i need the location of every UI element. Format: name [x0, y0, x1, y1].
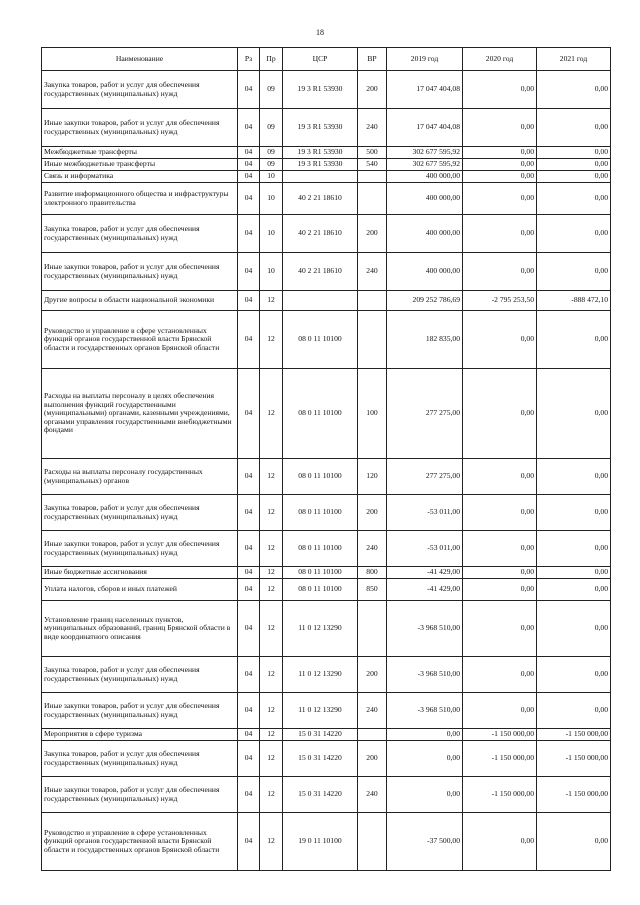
table-row — [42, 729, 611, 741]
cell-name: Руководство и управление в сфере установленных функций органов государственной власти Брянской области и государственных органов Брянской области — [42, 813, 238, 871]
cell-rz: 04 — [238, 657, 260, 693]
cell-2020: 0,00 — [463, 109, 537, 147]
cell-vr: 850 — [358, 579, 387, 601]
table-row — [42, 459, 611, 495]
cell-rz: 04 — [238, 579, 260, 601]
table-row — [42, 693, 611, 729]
cell-2020: 0,00 — [463, 369, 537, 459]
table-row — [42, 311, 611, 369]
cell-pr: 12 — [260, 693, 283, 729]
cell-pr: 12 — [260, 567, 283, 579]
cell-csr: 08 0 11 10100 — [283, 579, 358, 601]
cell-pr: 12 — [260, 729, 283, 741]
cell-vr: 200 — [358, 495, 387, 531]
table-row — [42, 253, 611, 291]
cell-2020: 0,00 — [463, 459, 537, 495]
cell-2021: -1 150 000,00 — [537, 777, 611, 813]
cell-pr: 12 — [260, 531, 283, 567]
cell-2020: 0,00 — [463, 567, 537, 579]
cell-csr: 19 3 R1 53930 — [283, 147, 358, 159]
cell-2020: 0,00 — [463, 147, 537, 159]
cell-csr: 08 0 11 10100 — [283, 369, 358, 459]
cell-name: Закупка товаров, работ и услуг для обеспечения государственных (муниципальных) нужд — [42, 657, 238, 693]
cell-name: Мероприятия в сфере туризма — [42, 729, 238, 741]
cell-vr: 240 — [358, 109, 387, 147]
table-body — [42, 71, 611, 871]
table-row — [42, 183, 611, 215]
table-row — [42, 215, 611, 253]
cell-csr — [283, 291, 358, 311]
table-row — [42, 777, 611, 813]
cell-pr: 09 — [260, 159, 283, 171]
table-row — [42, 741, 611, 777]
cell-2019: 0,00 — [387, 729, 463, 741]
table-row — [42, 291, 611, 311]
table-row — [42, 813, 611, 871]
cell-csr: 19 3 R1 53930 — [283, 159, 358, 171]
cell-2019: -41 429,00 — [387, 567, 463, 579]
cell-vr: 200 — [358, 71, 387, 109]
cell-name: Руководство и управление в сфере установленных функций органов государственной власти Брянской области и государственных органов Брянской области — [42, 311, 238, 369]
cell-name: Иные бюджетные ассигнования — [42, 567, 238, 579]
table-row — [42, 495, 611, 531]
cell-rz: 04 — [238, 171, 260, 183]
cell-rz: 04 — [238, 291, 260, 311]
table-header-row — [42, 48, 611, 71]
cell-vr: 240 — [358, 777, 387, 813]
cell-2019: 302 677 595,92 — [387, 159, 463, 171]
cell-csr: 19 0 11 10100 — [283, 813, 358, 871]
cell-vr — [358, 291, 387, 311]
cell-2019: 400 000,00 — [387, 215, 463, 253]
cell-2019: -41 429,00 — [387, 579, 463, 601]
budget-table — [41, 47, 611, 871]
cell-rz: 04 — [238, 215, 260, 253]
cell-pr: 12 — [260, 657, 283, 693]
cell-csr: 08 0 11 10100 — [283, 531, 358, 567]
cell-2019: -3 968 510,00 — [387, 693, 463, 729]
cell-rz: 04 — [238, 253, 260, 291]
table-row — [42, 531, 611, 567]
cell-2020: 0,00 — [463, 171, 537, 183]
cell-vr — [358, 601, 387, 657]
cell-csr: 19 3 R1 53930 — [283, 71, 358, 109]
cell-csr: 08 0 11 10100 — [283, 567, 358, 579]
cell-csr: 15 0 31 14220 — [283, 729, 358, 741]
cell-2020: 0,00 — [463, 601, 537, 657]
cell-pr: 10 — [260, 253, 283, 291]
cell-vr — [358, 171, 387, 183]
cell-pr: 12 — [260, 369, 283, 459]
cell-pr: 10 — [260, 171, 283, 183]
cell-pr: 12 — [260, 813, 283, 871]
cell-vr: 200 — [358, 215, 387, 253]
cell-rz: 04 — [238, 567, 260, 579]
cell-2021: 0,00 — [537, 601, 611, 657]
cell-2021: -888 472,10 — [537, 291, 611, 311]
table-row — [42, 159, 611, 171]
cell-2019: 182 835,00 — [387, 311, 463, 369]
cell-2021: 0,00 — [537, 147, 611, 159]
cell-name: Иные закупки товаров, работ и услуг для обеспечения государственных (муниципальных) нужд — [42, 777, 238, 813]
cell-vr — [358, 311, 387, 369]
cell-name: Расходы на выплаты персоналу государственных (муниципальных) органов — [42, 459, 238, 495]
col-header-2020: 2020 год — [463, 48, 537, 71]
cell-csr: 15 0 31 14220 — [283, 741, 358, 777]
cell-rz: 04 — [238, 495, 260, 531]
cell-name: Иные закупки товаров, работ и услуг для обеспечения государственных (муниципальных) нужд — [42, 109, 238, 147]
table-row — [42, 71, 611, 109]
col-header-rz: Рз — [238, 48, 260, 71]
cell-name: Межбюджетные трансферты — [42, 147, 238, 159]
cell-vr: 240 — [358, 253, 387, 291]
cell-2021: 0,00 — [537, 459, 611, 495]
cell-vr: 540 — [358, 159, 387, 171]
cell-name: Связь и информатика — [42, 171, 238, 183]
cell-2021: 0,00 — [537, 215, 611, 253]
col-header-csr: ЦСР — [283, 48, 358, 71]
cell-2020: -2 795 253,50 — [463, 291, 537, 311]
cell-rz: 04 — [238, 159, 260, 171]
col-header-2019: 2019 год — [387, 48, 463, 71]
cell-2021: 0,00 — [537, 531, 611, 567]
cell-rz: 04 — [238, 531, 260, 567]
cell-name: Иные закупки товаров, работ и услуг для обеспечения государственных (муниципальных) нужд — [42, 693, 238, 729]
cell-2019: 400 000,00 — [387, 171, 463, 183]
cell-rz: 04 — [238, 741, 260, 777]
cell-2019: 0,00 — [387, 741, 463, 777]
table-row — [42, 171, 611, 183]
cell-2019: 17 047 404,08 — [387, 109, 463, 147]
cell-rz: 04 — [238, 71, 260, 109]
cell-name: Закупка товаров, работ и услуг для обеспечения государственных (муниципальных) нужд — [42, 495, 238, 531]
cell-name: Установление границ населенных пунктов, муниципальных образований, границ Брянской области в виде координатного описания — [42, 601, 238, 657]
cell-name: Закупка товаров, работ и услуг для обеспечения государственных (муниципальных) нужд — [42, 71, 238, 109]
table-row — [42, 601, 611, 657]
cell-2021: -1 150 000,00 — [537, 729, 611, 741]
cell-2019: 400 000,00 — [387, 253, 463, 291]
cell-csr: 40 2 21 18610 — [283, 253, 358, 291]
cell-2019: -37 500,00 — [387, 813, 463, 871]
cell-rz: 04 — [238, 693, 260, 729]
cell-name: Развитие информационного общества и инфраструктуры электронного правительства — [42, 183, 238, 215]
cell-2020: 0,00 — [463, 579, 537, 601]
cell-2021: 0,00 — [537, 579, 611, 601]
cell-2020: -1 150 000,00 — [463, 777, 537, 813]
cell-2020: -1 150 000,00 — [463, 729, 537, 741]
cell-rz: 04 — [238, 183, 260, 215]
cell-vr: 120 — [358, 459, 387, 495]
cell-2019: 277 275,00 — [387, 369, 463, 459]
cell-2021: 0,00 — [537, 369, 611, 459]
cell-2021: 0,00 — [537, 159, 611, 171]
cell-2020: 0,00 — [463, 253, 537, 291]
cell-2021: 0,00 — [537, 253, 611, 291]
cell-2019: -53 011,00 — [387, 495, 463, 531]
cell-name: Расходы на выплаты персоналу в целях обеспечения выполнения функций государственными (муниципальными) органами, казенными учреждениями, органами управления государственными внебюджетными фондами — [42, 369, 238, 459]
cell-csr: 11 0 12 13290 — [283, 693, 358, 729]
cell-vr: 500 — [358, 147, 387, 159]
cell-2020: 0,00 — [463, 531, 537, 567]
cell-2020: 0,00 — [463, 71, 537, 109]
cell-rz: 04 — [238, 601, 260, 657]
table-row — [42, 579, 611, 601]
cell-pr: 12 — [260, 495, 283, 531]
cell-2021: 0,00 — [537, 693, 611, 729]
cell-2021: 0,00 — [537, 657, 611, 693]
cell-rz: 04 — [238, 369, 260, 459]
table-row — [42, 567, 611, 579]
cell-2021: 0,00 — [537, 171, 611, 183]
cell-rz: 04 — [238, 147, 260, 159]
cell-pr: 09 — [260, 109, 283, 147]
cell-name: Другие вопросы в области национальной экономики — [42, 291, 238, 311]
cell-2021: 0,00 — [537, 567, 611, 579]
cell-vr: 200 — [358, 657, 387, 693]
cell-name: Иные закупки товаров, работ и услуг для обеспечения государственных (муниципальных) нужд — [42, 253, 238, 291]
cell-rz: 04 — [238, 729, 260, 741]
cell-rz: 04 — [238, 311, 260, 369]
col-header-pr: Пр — [260, 48, 283, 71]
cell-csr: 19 3 R1 53930 — [283, 109, 358, 147]
cell-csr: 08 0 11 10100 — [283, 459, 358, 495]
cell-csr: 08 0 11 10100 — [283, 311, 358, 369]
cell-2019: 209 252 786,69 — [387, 291, 463, 311]
cell-vr — [358, 813, 387, 871]
cell-rz: 04 — [238, 777, 260, 813]
cell-name: Закупка товаров, работ и услуг для обеспечения государственных (муниципальных) нужд — [42, 215, 238, 253]
cell-pr: 09 — [260, 147, 283, 159]
cell-rz: 04 — [238, 109, 260, 147]
cell-2020: 0,00 — [463, 657, 537, 693]
page-number: 18 — [316, 28, 324, 37]
cell-name: Иные закупки товаров, работ и услуг для обеспечения государственных (муниципальных) нужд — [42, 531, 238, 567]
cell-vr — [358, 729, 387, 741]
cell-2020: 0,00 — [463, 813, 537, 871]
cell-pr: 12 — [260, 459, 283, 495]
cell-2021: 0,00 — [537, 495, 611, 531]
cell-2019: -53 011,00 — [387, 531, 463, 567]
cell-2021: 0,00 — [537, 109, 611, 147]
cell-2020: 0,00 — [463, 159, 537, 171]
cell-2021: 0,00 — [537, 71, 611, 109]
cell-csr: 11 0 12 13290 — [283, 601, 358, 657]
cell-name: Иные межбюджетные трансферты — [42, 159, 238, 171]
table-row — [42, 147, 611, 159]
cell-pr: 12 — [260, 291, 283, 311]
cell-csr: 40 2 21 18610 — [283, 183, 358, 215]
cell-2019: 17 047 404,08 — [387, 71, 463, 109]
cell-2021: 0,00 — [537, 183, 611, 215]
cell-2019: -3 968 510,00 — [387, 601, 463, 657]
cell-csr: 40 2 21 18610 — [283, 215, 358, 253]
cell-pr: 09 — [260, 71, 283, 109]
cell-2019: 302 677 595,92 — [387, 147, 463, 159]
cell-pr: 12 — [260, 311, 283, 369]
cell-2019: 277 275,00 — [387, 459, 463, 495]
cell-csr — [283, 171, 358, 183]
cell-pr: 12 — [260, 579, 283, 601]
cell-2020: -1 150 000,00 — [463, 741, 537, 777]
cell-pr: 10 — [260, 215, 283, 253]
cell-2020: 0,00 — [463, 495, 537, 531]
cell-csr: 15 0 31 14220 — [283, 777, 358, 813]
cell-pr: 10 — [260, 183, 283, 215]
cell-2019: -3 968 510,00 — [387, 657, 463, 693]
table-row — [42, 657, 611, 693]
cell-vr: 100 — [358, 369, 387, 459]
cell-2021: 0,00 — [537, 813, 611, 871]
cell-vr — [358, 183, 387, 215]
cell-name: Закупка товаров, работ и услуг для обеспечения государственных (муниципальных) нужд — [42, 741, 238, 777]
cell-pr: 12 — [260, 601, 283, 657]
cell-2020: 0,00 — [463, 693, 537, 729]
cell-rz: 04 — [238, 813, 260, 871]
col-header-name: Наименование — [42, 48, 238, 71]
cell-csr: 11 0 12 13290 — [283, 657, 358, 693]
col-header-2021: 2021 год — [537, 48, 611, 71]
cell-vr: 200 — [358, 741, 387, 777]
cell-vr: 800 — [358, 567, 387, 579]
cell-csr: 08 0 11 10100 — [283, 495, 358, 531]
cell-2020: 0,00 — [463, 183, 537, 215]
cell-vr: 240 — [358, 693, 387, 729]
cell-2021: 0,00 — [537, 311, 611, 369]
cell-rz: 04 — [238, 459, 260, 495]
cell-2020: 0,00 — [463, 311, 537, 369]
cell-2020: 0,00 — [463, 215, 537, 253]
table-row — [42, 369, 611, 459]
cell-pr: 12 — [260, 741, 283, 777]
cell-2021: -1 150 000,00 — [537, 741, 611, 777]
col-header-vr: ВР — [358, 48, 387, 71]
cell-name: Уплата налогов, сборов и иных платежей — [42, 579, 238, 601]
table-row — [42, 109, 611, 147]
cell-2019: 400 000,00 — [387, 183, 463, 215]
cell-pr: 12 — [260, 777, 283, 813]
cell-2019: 0,00 — [387, 777, 463, 813]
cell-vr: 240 — [358, 531, 387, 567]
